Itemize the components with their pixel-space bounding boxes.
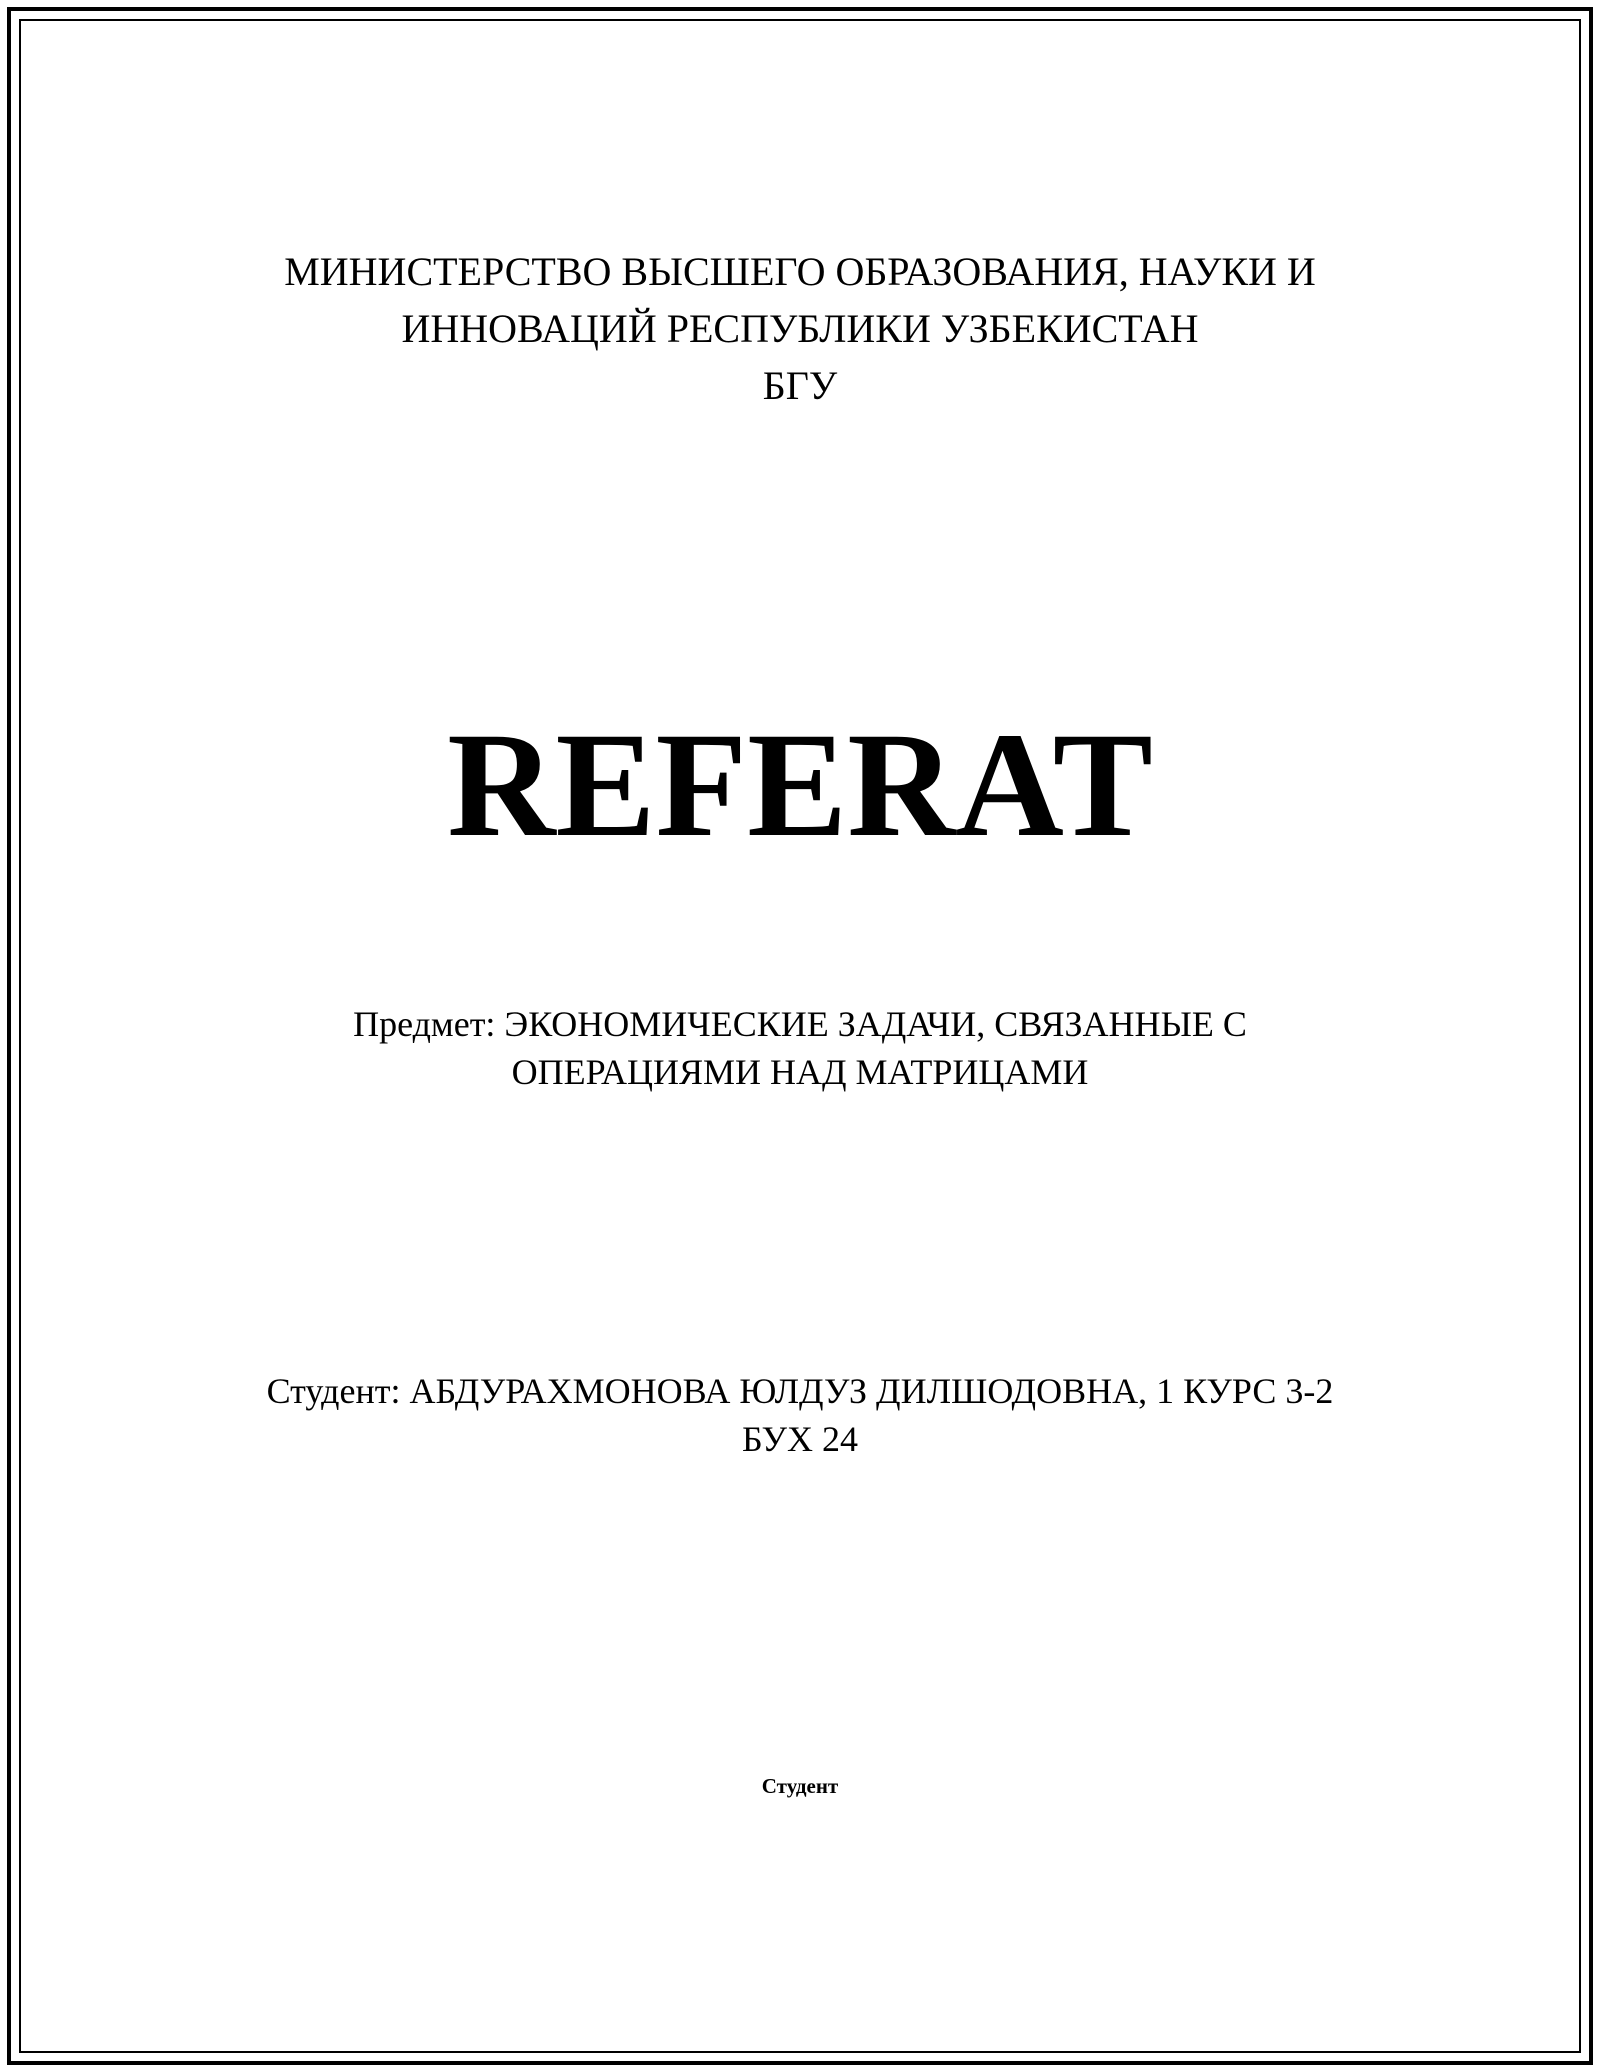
subject-line-1: Предмет: ЭКОНОМИЧЕСКИЕ ЗАДАЧИ, СВЯЗАННЫЕ С [353, 1004, 1247, 1044]
university-name: БГУ [762, 363, 838, 408]
subject-line-2: ОПЕРАЦИЯМИ НАД МАТРИЦАМИ [511, 1052, 1089, 1092]
ministry-line-2: ИННОВАЦИЙ РЕСПУБЛИКИ УЗБЕКИСТАН [401, 306, 1199, 351]
subject-block [0, 1000, 1600, 1096]
student-block [0, 1367, 1600, 1463]
ministry-line-1: МИНИСТЕРСТВО ВЫСШЕГО ОБРАЗОВАНИЯ, НАУКИ И [284, 249, 1316, 294]
student-line-1: Студент: АБДУРАХМОНОВА ЮЛДУЗ ДИЛШОДОВНА, 1 КУРС 3-2 [266, 1371, 1334, 1411]
footer-student-label: Студент [761, 1774, 839, 1798]
student-line-2: БУХ 24 [742, 1419, 858, 1459]
document-title: REFERAT [447, 702, 1153, 868]
ministry-header [0, 243, 1600, 414]
